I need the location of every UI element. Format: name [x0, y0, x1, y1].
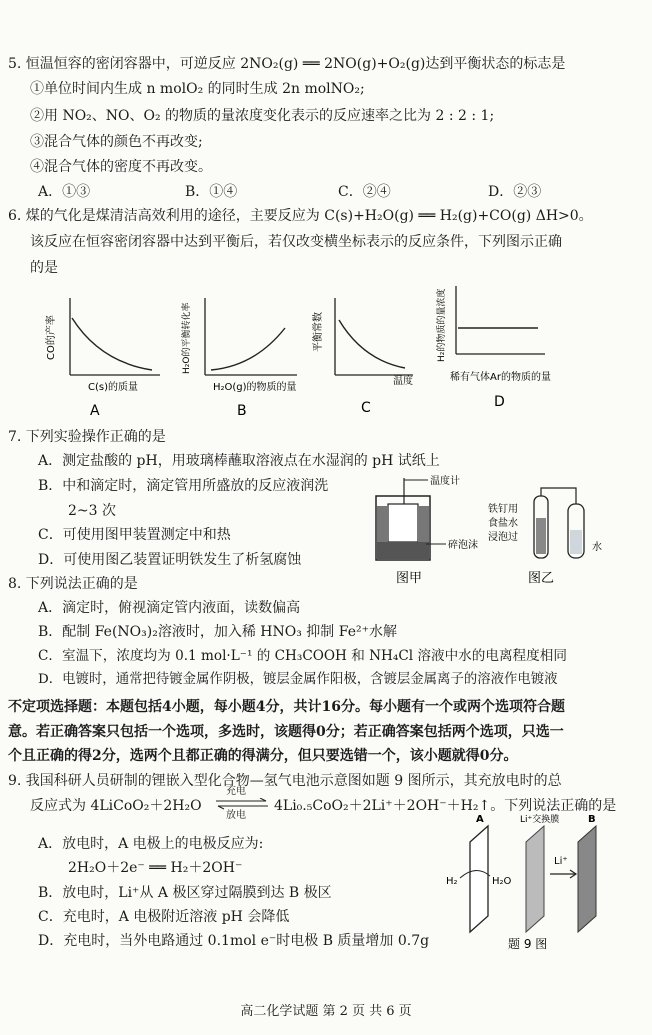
q5-stem: 5. 恒温恒容的密闭容器中，可逆反应 2NO₂(g) ══ 2NO(g)+O₂(g)达到平衡状态的标志是	[8, 56, 566, 72]
nail-label-3: 浸泡过	[488, 532, 518, 543]
membrane-label: Li⁺交换膜	[520, 815, 560, 825]
graph-c-curve	[339, 320, 405, 368]
exchange-membrane	[526, 826, 544, 932]
q6-graph-d	[420, 278, 600, 423]
graph-c-ylabel: 平衡常数	[313, 312, 324, 352]
electrode-a	[470, 826, 488, 932]
li-label: Li⁺	[554, 856, 568, 867]
q5-statement-3: ③混合气体的颜色不再改变;	[30, 134, 203, 150]
fig9-battery	[440, 812, 620, 952]
water-fill	[570, 530, 582, 554]
q8-option-c: C．室温下，浓度均为 0.1 mol·L⁻¹ 的 CH₃COOH 和 NH₄Cl 溶液中水的电离程度相同	[38, 648, 567, 664]
q7-option-b-cont: 2~3 次	[68, 503, 116, 519]
multi-instruction-3: 个且正确的得2分，选两个且都正确的得满分，但只要选错一个，该小题就得0分。	[8, 748, 518, 764]
graph-c-xlabel: 温度	[393, 376, 413, 387]
foam-label: 碎泡沫	[448, 540, 478, 551]
electrode-b	[578, 826, 596, 932]
q5-option-a: A．①③	[38, 184, 91, 200]
graph-b-curve	[211, 328, 285, 370]
q7-option-c: C．可使用图甲装置测定中和热	[38, 527, 231, 543]
q9-reaction-left: 反应式为 4LiCoO₂＋2H₂O	[30, 798, 202, 814]
q6-graph-b	[175, 290, 315, 425]
multi-instruction-1: 不定项选择题：本题包括4小题，每小题4分，共计16分。每小题有一个或两个选项符合题	[8, 699, 565, 715]
q5-option-b: B．①④	[185, 184, 238, 200]
equilibrium-arrow	[214, 798, 270, 810]
q8-option-a: A．滴定时，俯视滴定管内液面，读数偏高	[38, 600, 301, 616]
graph-d-ylabel: H₂的物质的量浓度	[437, 288, 447, 362]
q5-statement-2: ②用 NO₂、NO、O₂ 的物质的量浓度变化表示的反应速率之比为 2 : 2 : 1;	[30, 108, 495, 124]
graph-b-ylabel: H₂O的平衡转化率	[182, 302, 192, 374]
q8-option-d: D．电镀时，通常把待镀金属作阴极，镀层金属作阳极，含镀层金属离子的溶液作电镀液	[38, 672, 558, 687]
q9-option-b: B．放电时，Li⁺从 A 极区穿过隔膜到达 B 极区	[38, 885, 332, 901]
thermometer-label: 温度计	[430, 476, 460, 487]
q7-option-b: B．中和滴定时，滴定管用所盛放的反应液润洗	[38, 478, 329, 494]
graph-b-xlabel: H₂O(g)的物质的量	[213, 382, 297, 393]
q8-stem: 8. 下列说法正确的是	[8, 576, 138, 592]
q9-charge-label: 充电	[226, 786, 246, 797]
iron-nails	[536, 518, 546, 554]
h2-label: H₂	[446, 876, 458, 887]
q5-statement-1: ①单位时间内生成 n molO₂ 的同时生成 2n molNO₂;	[30, 81, 365, 97]
graph-d-letter: D	[494, 394, 505, 410]
inner-beaker	[388, 504, 418, 542]
foam-right	[419, 506, 429, 542]
q9-option-c: C．充电时，A 电极附近溶液 pH 会降低	[38, 909, 290, 925]
q5-option-c: C．②④	[338, 184, 391, 200]
h2o-label: H₂O	[492, 876, 512, 887]
electrode-a-label: A	[476, 814, 484, 825]
multi-instruction-2: 意。若正确答案只包括一个选项，多选时，该题得0分；若正确答案包括两个选项，只选一	[8, 724, 564, 740]
graph-a-letter: A	[90, 403, 100, 419]
q6-stem-line1: 6. 煤的气化是煤清洁高效利用的途径，主要反应为 C(s)+H₂O(g) ══ H₂(g)+CO(g) ΔH>0。	[8, 208, 593, 224]
q7-stem: 7. 下列实验操作正确的是	[8, 429, 166, 445]
graph-a-xlabel: C(s)的质量	[88, 382, 138, 393]
graph-b-letter: B	[237, 403, 247, 419]
q5-statement-4: ④混合气体的密度不再改变。	[30, 159, 212, 175]
fig-yi-caption: 图乙	[528, 571, 555, 586]
graph-c-letter: C	[361, 400, 371, 416]
page-footer: 高二化学试题 第 2 页 共 6 页	[240, 1004, 412, 1019]
q6-stem-line2: 该反应在恒容密闭容器中达到平衡后，若仅改变横坐标表示的反应条件，下列图示正确	[30, 234, 562, 250]
foam-left	[377, 506, 387, 542]
connecting-tube	[541, 488, 576, 504]
q6-stem-line3: 的是	[30, 260, 58, 276]
q9-reaction-right: 4Li₀.₅CoO₂＋2Li⁺＋2OH⁻＋H₂↑。下列说法正确的是	[274, 798, 617, 814]
graph-a-ylabel: CO的产率	[46, 315, 57, 360]
q9-option-a: A．放电时，A 电极上的电极反应为:	[38, 836, 264, 852]
nail-label-2: 食盐水	[488, 518, 518, 529]
q9-option-d: D．充电时，当外电路通过 0.1mol e⁻时电极 B 质量增加 0.7g	[38, 933, 430, 949]
q6-graph-a	[40, 290, 180, 425]
q6-graph-c	[305, 290, 425, 425]
q9-discharge-label: 放电	[226, 810, 246, 821]
q7-option-a: A．测定盐酸的 pH，用玻璃棒蘸取溶液点在水湿润的 pH 试纸上	[38, 453, 440, 469]
q7-option-d: D．可使用图乙装置证明铁发生了析氢腐蚀	[38, 552, 302, 568]
q9-stem-line1: 9. 我国科研人员研制的锂嵌入型化合物—氢气电池示意图如题 9 图所示，其充放电时的总	[8, 773, 562, 789]
fig-jia-caption: 图甲	[396, 571, 423, 586]
graph-d-xlabel: 稀有气体Ar的物质的量	[450, 372, 551, 383]
fig-yi	[488, 484, 618, 590]
foam-fill	[377, 542, 429, 559]
q9-option-a-equation: 2H₂O＋2e⁻ ══ H₂＋2OH⁻	[68, 860, 243, 876]
q8-option-b: B．配制 Fe(NO₃)₂溶液时，加入稀 HNO₃ 抑制 Fe²⁺水解	[38, 624, 397, 640]
fig-jia	[368, 474, 508, 592]
water-label: 水	[592, 542, 602, 553]
graph-a-curve	[72, 318, 152, 370]
fig9-caption: 题 9 图	[508, 937, 548, 951]
electrode-b-label: B	[588, 814, 596, 825]
nail-label-1: 铁钉用	[488, 504, 518, 515]
q5-option-d: D．②③	[488, 184, 542, 200]
